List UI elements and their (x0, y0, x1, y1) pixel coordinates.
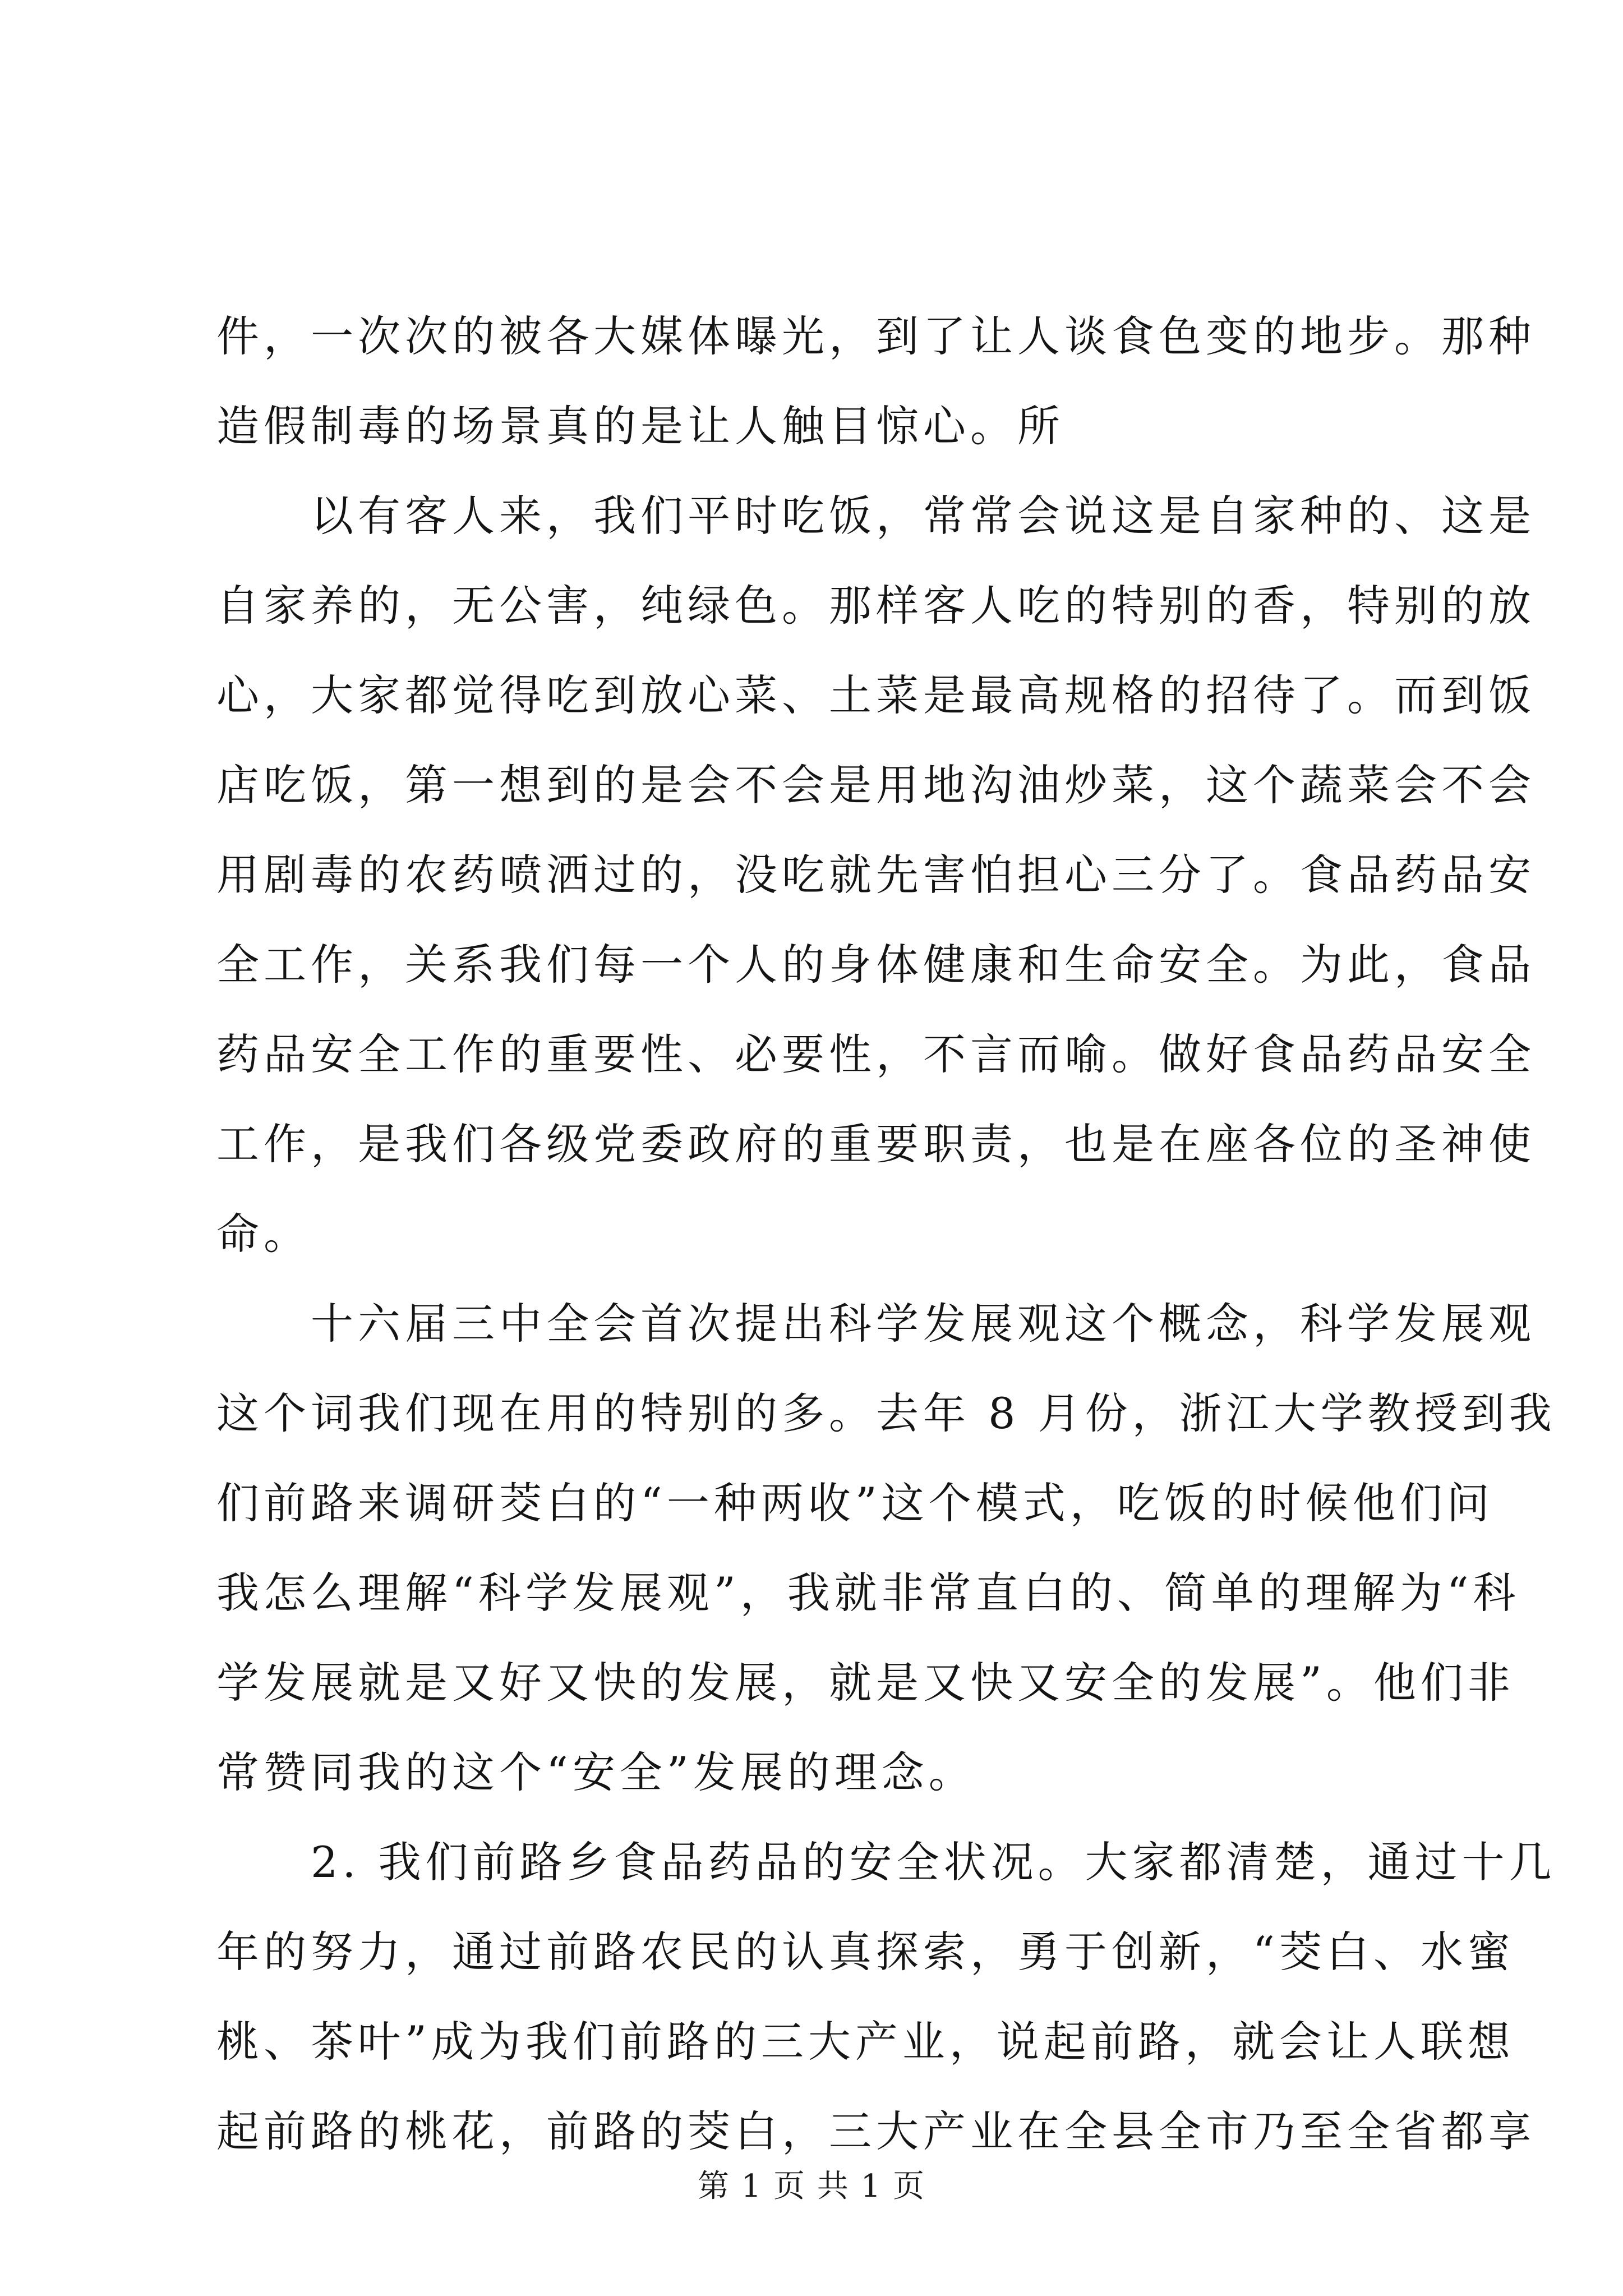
page-footer (0, 2164, 1623, 2209)
text-line: 2. 我们前路乡食品药品的安全状况。大家都清楚，通过十几 (216, 1837, 1556, 1887)
text-line: 工作，是我们各级党委政府的重要职责，也是在座各位的圣神使 (216, 1119, 1536, 1169)
text-line: 桃、茶叶”成为我们前路的三大产业，说起前路，就会让人联想 (216, 2017, 1515, 2067)
text-line: 这个词我们现在用的特别的多。去年 8 月份，浙江大学教授到我 (216, 1388, 1556, 1438)
text-line: 起前路的桃花，前路的茭白，三大产业在全县全市乃至全省都享 (216, 2106, 1536, 2156)
page-number-label: 第 1 页 共 1 页 (697, 2168, 926, 2205)
text-line: 们前路来调研茭白的“一种两收”这个模式，吃饭的时候他们问 (216, 1478, 1494, 1528)
text-line: 学发展就是又好又快的发展，就是又快又安全的发展”。他们非 (216, 1658, 1515, 1708)
text-line: 造假制毒的场景真的是让人触目惊心。所 (216, 401, 1064, 451)
text-line: 店吃饭，第一想到的是会不会是用地沟油炒菜，这个蔬菜会不会 (216, 760, 1536, 810)
text-line: 年的努力，通过前路农民的认真探索，勇于创新，“茭白、水蜜 (216, 1927, 1515, 1977)
text-line: 药品安全工作的重要性、必要性，不言而喻。做好食品药品安全 (216, 1029, 1536, 1079)
text-line: 十六届三中全会首次提出科学发展观这个概念，科学发展观 (216, 1299, 1536, 1349)
text-line: 命。 (216, 1209, 311, 1259)
text-line: 全工作，关系我们每一个人的身体健康和生命安全。为此，食品 (216, 940, 1536, 990)
text-line: 件，一次次的被各大媒体曝光，到了让人谈食色变的地步。那种 (216, 311, 1536, 361)
text-line: 用剧毒的农药喷洒过的，没吃就先害怕担心三分了。食品药品安 (216, 850, 1536, 900)
text-line: 常赞同我的这个“安全”发展的理念。 (216, 1747, 976, 1797)
text-line: 心，大家都觉得吃到放心菜、土菜是最高规格的招待了。而到饭 (216, 670, 1536, 720)
text-line: 以有客人来，我们平时吃饭，常常会说这是自家种的、这是 (216, 491, 1536, 541)
body-text (216, 292, 1556, 2177)
text-line: 我怎么理解“科学发展观”，我就非常直白的、简单的理解为“科 (216, 1568, 1520, 1618)
text-line: 自家养的，无公害，纯绿色。那样客人吃的特别的香，特别的放 (216, 581, 1536, 631)
